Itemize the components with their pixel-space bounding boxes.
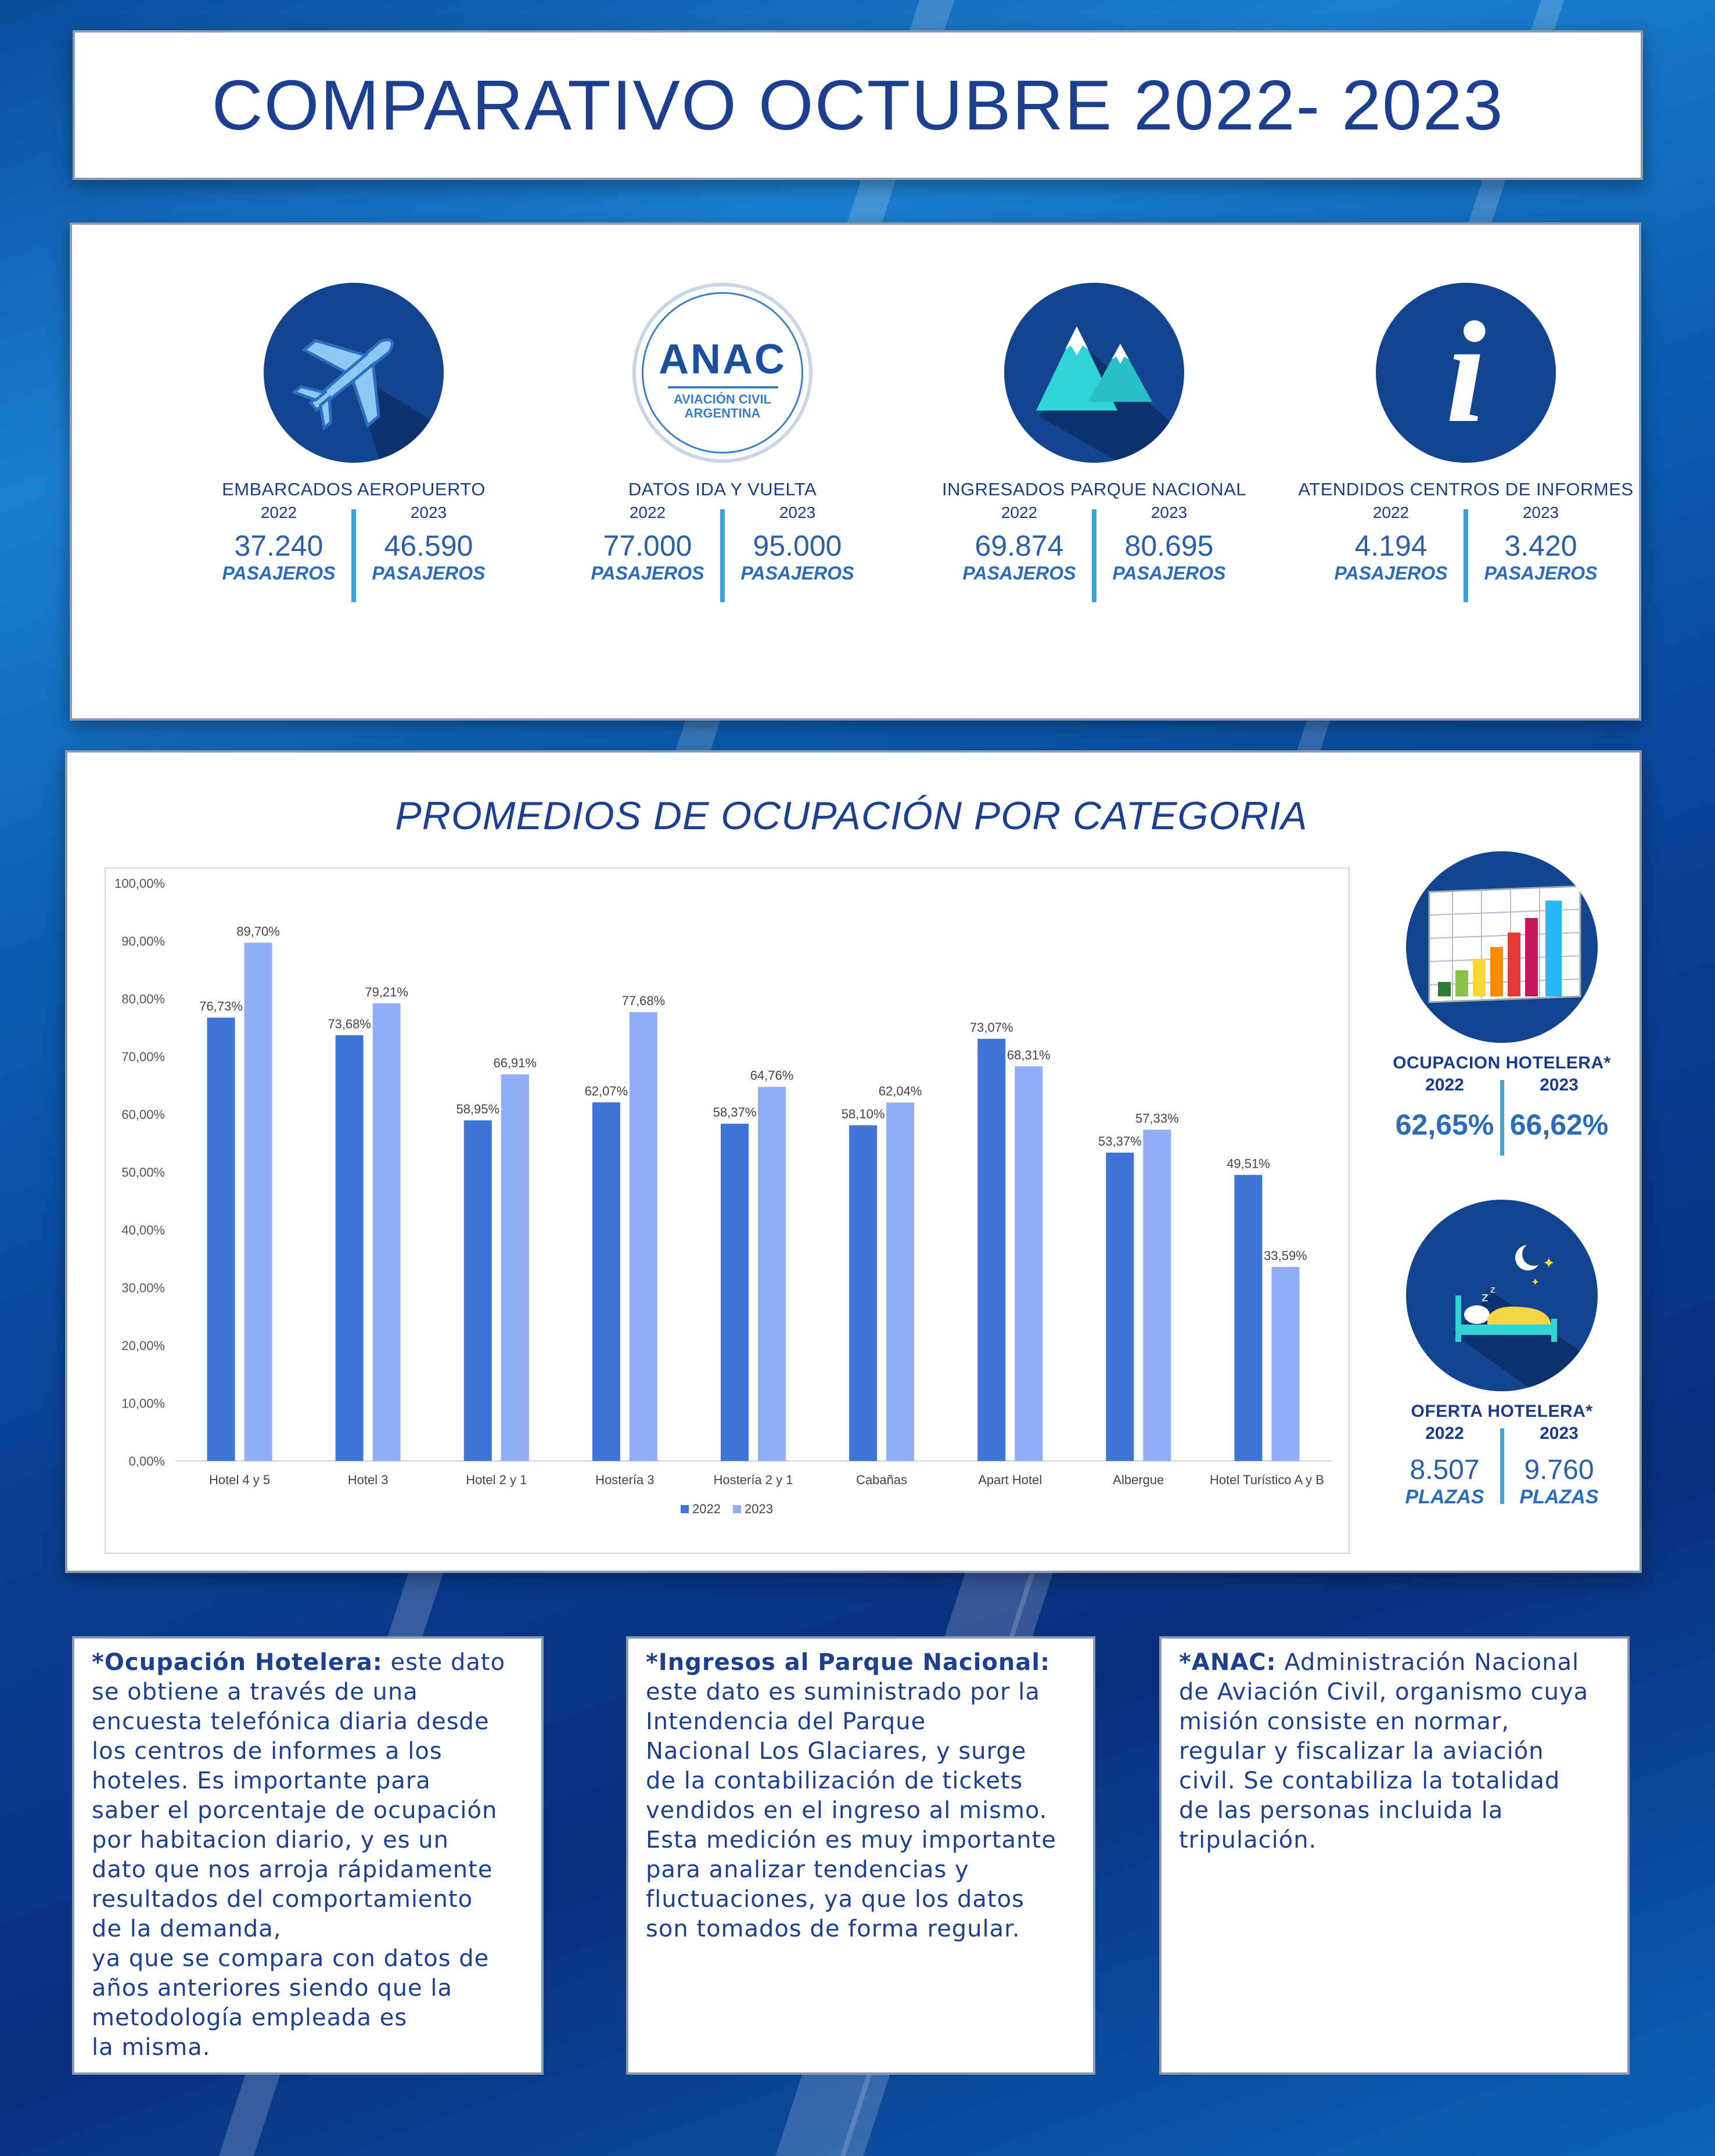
kpi-parque-nacional: [920, 283, 1268, 602]
kpi-unit: PASAJEROS: [222, 563, 336, 584]
divider: [1092, 509, 1096, 602]
kpi-unit: PASAJEROS: [1112, 563, 1226, 584]
note-line: hoteles. Es importante para: [92, 1768, 431, 1794]
kpi-panel: [70, 222, 1641, 721]
note-line: vendidos en el ingreso al mismo.: [646, 1797, 1048, 1824]
kpi-label: DATOS IDA Y VUELTA: [628, 479, 817, 499]
year-label: 2022: [629, 503, 666, 521]
bar-2023: [1015, 1066, 1042, 1461]
oferta-unit: PLAZAS: [1519, 1486, 1599, 1508]
note-line: Esta medición es muy importante: [646, 1827, 1056, 1853]
year-label: 2022: [1425, 1075, 1464, 1095]
bar-chart-icon: [1406, 851, 1598, 1043]
x-tick-label: Hotel 4 y 5: [208, 1473, 271, 1487]
legend-swatch: [681, 1505, 689, 1513]
legend-swatch: [733, 1505, 741, 1513]
year-label: 2023: [1522, 503, 1559, 521]
kpi-oferta-hotelera: [1380, 1200, 1624, 1509]
kpi-unit: PASAJEROS: [1334, 563, 1448, 584]
divider: [1464, 509, 1468, 602]
data-label: 73,07%: [969, 1020, 1013, 1035]
note-line: se obtiene a través de una: [92, 1679, 418, 1705]
x-tick-label: Cabañas: [856, 1473, 908, 1487]
note-ocupacion-hotelera: [72, 1636, 544, 2075]
data-label: 58,10%: [841, 1106, 885, 1121]
info-icon: [1376, 283, 1556, 463]
title-banner: [73, 30, 1643, 180]
chart-svg: [106, 869, 1349, 1553]
bed-night-icon: [1406, 1200, 1598, 1391]
y-tick-label: 100,00%: [114, 876, 165, 891]
kpi-embarcados: [179, 283, 528, 602]
data-label: 62,07%: [584, 1084, 628, 1099]
year-label: 2023: [410, 503, 447, 521]
x-tick-label: Hotel 3: [347, 1473, 389, 1487]
kpi-unit: PASAJEROS: [1484, 563, 1598, 584]
chart-panel: [65, 750, 1642, 1573]
ocupacion-value-2023: 66,62%: [1509, 1108, 1609, 1141]
kpi-ocupacion-hotelera: [1380, 851, 1624, 1156]
bar-2023: [886, 1103, 914, 1461]
oferta-value-2023: 9.760: [1524, 1455, 1594, 1485]
note-line: dato que nos arroja rápidamente: [92, 1856, 493, 1883]
anac-logo-sub: ARGENTINA: [684, 406, 761, 420]
note-title: *Ingresos al Parque Nacional:: [646, 1649, 1051, 1676]
kpi-value-2022: 4.194: [1354, 530, 1428, 562]
oferta-value-2022: 8.507: [1410, 1455, 1480, 1485]
data-label: 79,21%: [365, 984, 408, 999]
note-title: *Ocupación Hotelera:: [92, 1649, 383, 1676]
kpi-unit: PASAJEROS: [372, 563, 486, 584]
kpi-label: ATENDIDOS CENTROS DE INFORMES: [1298, 479, 1634, 499]
x-tick-label: Hotel 2 y 1: [466, 1473, 527, 1487]
kpi-value-2022: 37.240: [234, 530, 323, 562]
y-tick-label: 80,00%: [121, 992, 165, 1006]
svg-text:z: z: [1482, 1290, 1489, 1305]
note-line: resultados del comportamiento: [92, 1886, 473, 1913]
year-label: 2022: [1372, 503, 1410, 521]
kpi-label: OFERTA HOTELERA*: [1411, 1402, 1593, 1421]
note-line: años anteriores siendo que la: [92, 1975, 452, 2002]
y-tick-label: 40,00%: [121, 1223, 165, 1237]
note-parque-nacional: [626, 1636, 1095, 2075]
y-tick-label: 0,00%: [128, 1454, 165, 1468]
note-line: encuesta telefónica diaria desde: [92, 1708, 490, 1735]
note-line: para analizar tendencias y: [646, 1856, 969, 1883]
data-label: 58,37%: [713, 1105, 757, 1120]
year-label: 2022: [1001, 503, 1038, 521]
note-line: ya que se compara con datos de: [92, 1945, 490, 1972]
kpi-label: OCUPACION HOTELERA*: [1393, 1053, 1611, 1072]
data-label: 76,73%: [199, 999, 243, 1014]
bar-2022: [464, 1120, 492, 1461]
anac-logo-title: ANAC: [659, 336, 786, 383]
y-tick-label: 30,00%: [121, 1280, 165, 1295]
kpi-unit: PASAJEROS: [740, 563, 854, 584]
data-label: 89,70%: [236, 924, 280, 939]
airplane-icon: [264, 283, 444, 463]
note-line: son tomados de forma regular.: [646, 1916, 1020, 1942]
note-line: los centros de informes a los: [92, 1738, 443, 1765]
legend-label: 2022: [692, 1502, 721, 1516]
kpi-label: EMBARCADOS AEROPUERTO: [222, 479, 486, 499]
x-tick-label: Hostería 2 y 1: [713, 1473, 793, 1487]
bar-2022: [1234, 1175, 1262, 1461]
data-label: 57,33%: [1135, 1111, 1179, 1126]
x-tick-label: Hotel Turístico A y B: [1210, 1473, 1324, 1487]
year-label: 2023: [1540, 1424, 1579, 1443]
divider: [351, 509, 356, 602]
bar-2022: [1106, 1153, 1134, 1461]
bar-2023: [1143, 1130, 1171, 1461]
kpi-value-2023: 95.000: [753, 530, 842, 562]
note-line: civil. Se contabiliza la totalidad: [1179, 1768, 1561, 1794]
x-tick-label: Albergue: [1113, 1473, 1164, 1487]
legend-label: 2023: [745, 1502, 773, 1516]
kpi-value-2022: 69.874: [975, 530, 1064, 562]
bar-2023: [1271, 1267, 1299, 1461]
bar-2023: [373, 1003, 401, 1461]
page-title: COMPARATIVO OCTUBRE 2022- 2023: [211, 66, 1504, 145]
note-line: regular y fiscalizar la aviación: [1179, 1738, 1544, 1765]
data-label: 58,95%: [456, 1102, 500, 1117]
note-line: saber el porcentaje de ocupación: [92, 1797, 498, 1824]
y-tick-label: 10,00%: [121, 1396, 165, 1411]
bar-2022: [849, 1125, 877, 1461]
note-line: misión consiste en normar,: [1179, 1708, 1510, 1735]
kpi-centros-informes: [1292, 283, 1640, 602]
year-label: 2022: [1425, 1424, 1464, 1443]
anac-logo-sub: AVIACIÓN CIVIL: [673, 392, 772, 406]
y-tick-label: 50,00%: [121, 1165, 165, 1180]
note-line: de las personas incluida la: [1179, 1797, 1504, 1824]
divider: [720, 509, 725, 602]
kpi-unit: PASAJEROS: [591, 563, 704, 584]
anac-logo: [632, 283, 812, 463]
data-label: 53,37%: [1098, 1133, 1142, 1149]
bar-2023: [758, 1087, 786, 1461]
info-glyph: i: [1446, 292, 1486, 453]
data-label: 73,68%: [328, 1016, 371, 1031]
kpi-unit: PASAJEROS: [962, 563, 1076, 584]
year-label: 2023: [1150, 503, 1188, 521]
note-title: *ANAC:: [1179, 1649, 1277, 1676]
kpi-value-2023: 3.420: [1504, 530, 1577, 562]
divider: [1500, 1428, 1504, 1504]
chart-section-title: PROMEDIOS DE OCUPACIÓN POR CATEGORIA: [395, 794, 1308, 838]
note-line: tripulación.: [1179, 1827, 1317, 1853]
year-label: 2023: [779, 503, 816, 521]
note-line: de la contabilización de tickets: [646, 1768, 1023, 1794]
y-tick-label: 20,00%: [121, 1338, 165, 1353]
note-line: este dato es suministrado por la: [646, 1679, 1040, 1705]
note-line: fluctuaciones, ya que los datos: [646, 1886, 1024, 1913]
note-line: Nacional Los Glaciares, y surge: [646, 1738, 1027, 1765]
bar-2022: [207, 1018, 235, 1461]
note-line: por habitacion diario, y es un: [92, 1827, 449, 1853]
bar-2023: [245, 942, 272, 1461]
data-label: 64,76%: [750, 1068, 794, 1083]
bar-2022: [721, 1124, 749, 1461]
note-line: metodología empleada es: [92, 2004, 408, 2031]
bar-2022: [336, 1035, 364, 1461]
note-line: de Aviación Civil, organismo cuya: [1179, 1679, 1589, 1705]
svg-text:✦: ✦: [1531, 1276, 1540, 1288]
data-label: 68,31%: [1006, 1048, 1051, 1063]
bar-2022: [977, 1039, 1005, 1461]
note-anac: [1159, 1636, 1630, 2075]
kpi-label: INGRESADOS PARQUE NACIONAL: [941, 479, 1247, 499]
note-line: de la demanda,: [92, 1916, 282, 1942]
ocupacion-value-2022: 62,65%: [1395, 1108, 1494, 1141]
data-label: 66,91%: [493, 1056, 537, 1071]
note-line: Intendencia del Parque: [646, 1708, 926, 1735]
bar-2023: [501, 1074, 529, 1461]
y-tick-label: 90,00%: [121, 934, 165, 949]
data-label: 77,68%: [621, 994, 666, 1009]
bar-2023: [630, 1012, 657, 1461]
note-line: la misma.: [92, 2034, 211, 2061]
kpi-value-2023: 80.695: [1124, 530, 1214, 562]
svg-text:✦: ✦: [1543, 1255, 1555, 1272]
kpi-value-2022: 77.000: [603, 530, 692, 562]
y-tick-label: 70,00%: [121, 1049, 165, 1064]
kpi-anac: [548, 283, 897, 602]
occupancy-chart: [105, 868, 1350, 1554]
x-tick-label: Apart Hotel: [978, 1473, 1042, 1487]
note-line: este dato: [382, 1649, 506, 1676]
data-label: 49,51%: [1227, 1156, 1270, 1171]
data-label: 62,04%: [878, 1084, 922, 1099]
divider: [1500, 1080, 1504, 1156]
oferta-unit: PLAZAS: [1405, 1486, 1484, 1508]
data-label: 33,59%: [1264, 1248, 1307, 1263]
bar-2022: [592, 1102, 620, 1461]
year-label: 2022: [260, 503, 297, 521]
year-label: 2023: [1540, 1075, 1579, 1095]
note-line: Administración Nacional: [1276, 1649, 1580, 1676]
kpi-value-2023: 46.590: [384, 530, 473, 562]
svg-text:z: z: [1490, 1284, 1495, 1295]
mountains-icon: [1004, 283, 1184, 463]
y-tick-label: 60,00%: [121, 1107, 165, 1122]
x-tick-label: Hostería 3: [595, 1473, 655, 1487]
